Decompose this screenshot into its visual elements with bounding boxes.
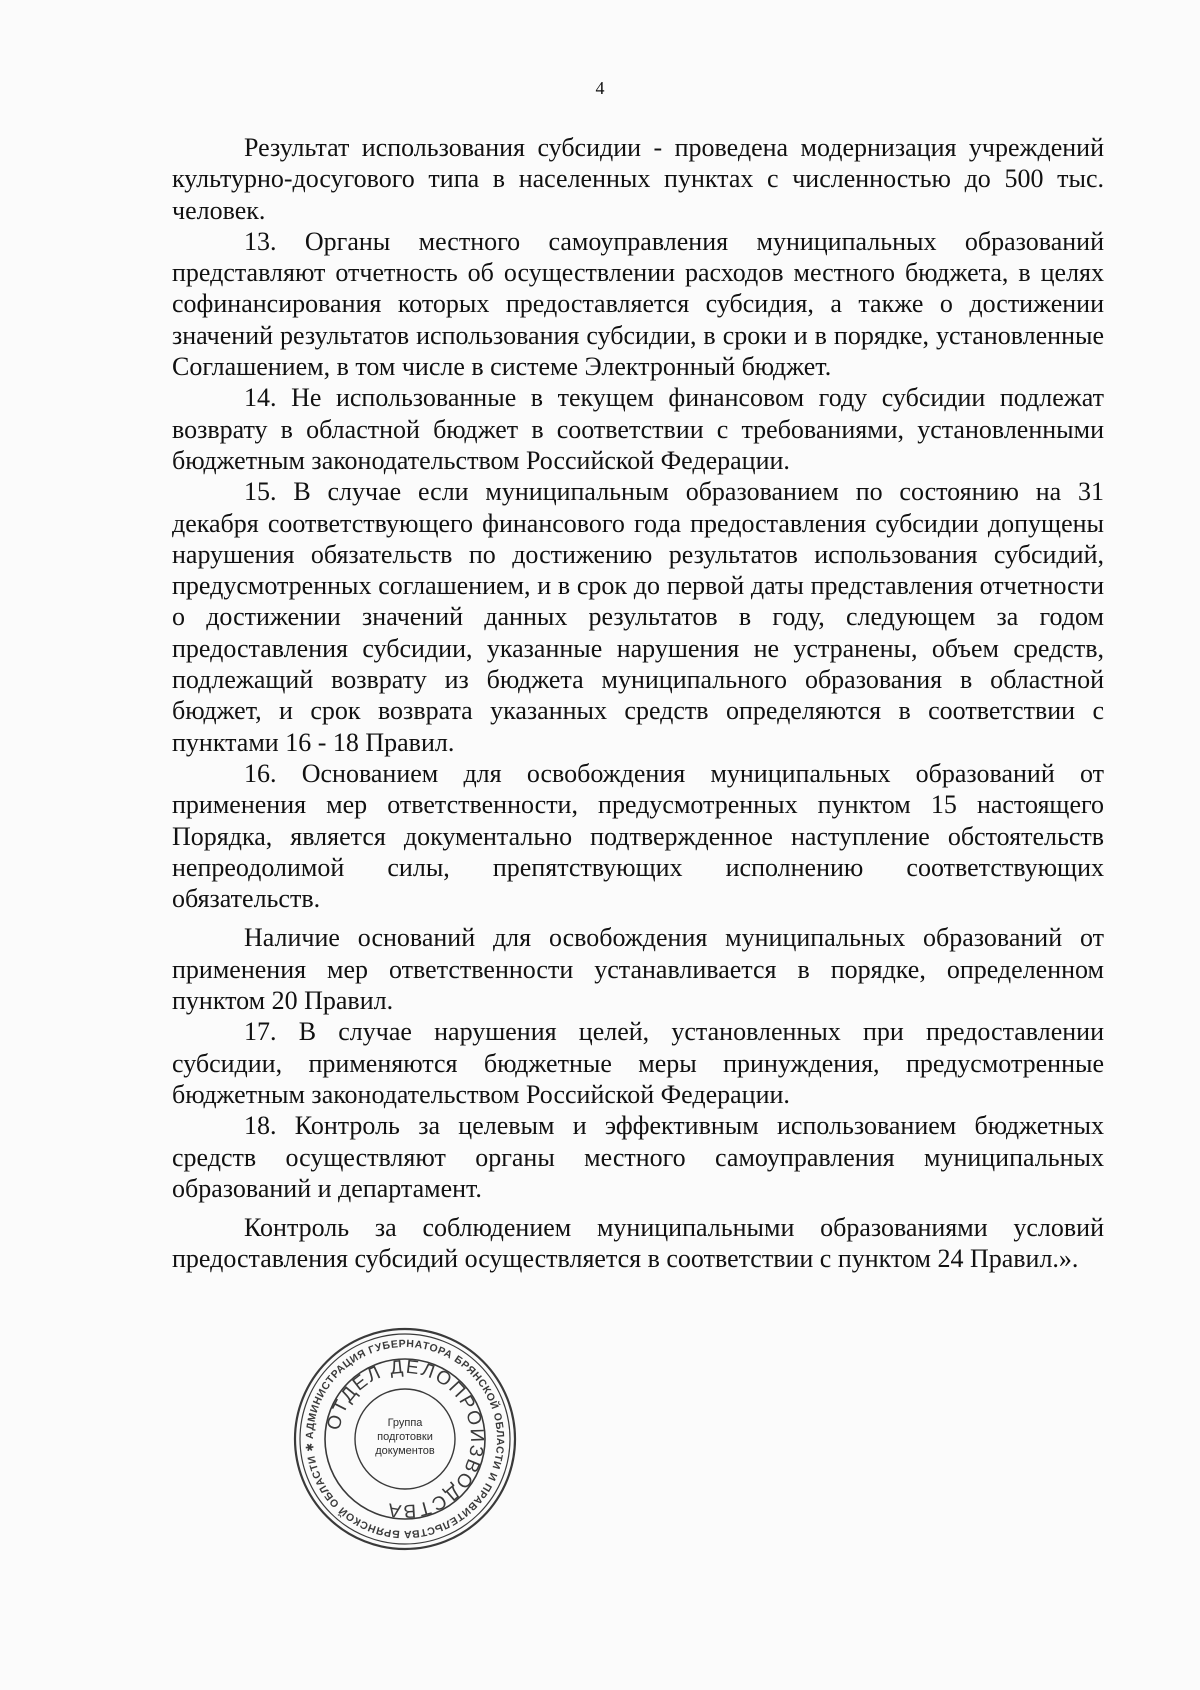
paragraph-18: 18. Контроль за целевым и эффективным использованием бюджетных средств осуществляют органы местного самоуправления муниципальных образований и департамент. <box>172 1111 1104 1203</box>
paragraph-18-continued: Контроль за соблюдением муниципальными образованиями условий предоставления субсидий осуществляется в соответствии с пунктом 24 Правил.». <box>172 1213 1104 1274</box>
paragraph-16-continued: Наличие оснований для освобождения муниципальных образований от применения мер ответственности устанавливается в порядке, определенном пунктом 20 Правил. <box>172 923 1104 1016</box>
page-number: 4 <box>595 78 605 98</box>
office-stamp <box>290 1324 520 1554</box>
paragraph-17: 17. В случае нарушения целей, установленных при предоставлении субсидии, применяются бюджетные меры принуждения, предусмотренные бюджетным законодательством Российской Федерации. <box>172 1017 1104 1109</box>
stamp-inner-text: ОТДЕЛ ДЕЛОПРОИЗВОДСТВА <box>323 1356 488 1522</box>
paragraph-14: 14. Не использованные в текущем финансовом году субсидии подлежат возврату в областной бюджет в соответствии с требованиями, установленными бюджетным законодательством Российской Федерации. <box>172 383 1104 475</box>
stamp-outer-text: АДМИНИСТРАЦИЯ ГУБЕРНАТОРА БРЯНСКОЙ ОБЛАСТИ И ПРАВИТЕЛЬСТВА БРЯНСКОЙ ОБЛАСТИ ✱ <box>303 1337 507 1541</box>
paragraph-13: 13. Органы местного самоуправления муниципальных образований представляют отчетность об осуществлении расходов местного бюджета, в целях софинансирования которых предоставляется субсидия, а также о достижении значений результатов использования субсидии, в сроки и в порядке, установленные Соглашением, в том числе в системе Электронный бюджет. <box>172 226 1104 382</box>
document-body <box>172 132 1104 1275</box>
paragraph-result: Результат использования субсидии - проведена модернизация учреждений культурно-досугового типа в населенных пунктах с численностью до 500 тыс. человек. <box>172 133 1104 225</box>
paragraph-16: 16. Основанием для освобождения муниципальных образований от применения мер ответственности, предусмотренных пунктом 15 настоящего Порядка, является документально подтвержденное наступление обстоятельств непреодолимой силы, препятствующих исполнению соответствующих обязательств. <box>172 758 1104 914</box>
stamp-center-text: Группа подготовки документов <box>375 1417 435 1457</box>
paragraph-15: 15. В случае если муниципальным образованием по состоянию на 31 декабря соответствующего финансового года предоставления субсидии допущены нарушения обязательств по достижению результатов использования субсидий, предусмотренных соглашением, и в срок до первой даты представления отчетности о достижении значений данных результатов в году, следующем за годом предоставления субсидии, указанные нарушения не устранены, объем средств, подлежащий возврату из бюджета муниципального образования в областной бюджет, и срок возврата указанных средств определяются в соответствии с пунктами 16 - 18 Правил. <box>172 477 1104 757</box>
